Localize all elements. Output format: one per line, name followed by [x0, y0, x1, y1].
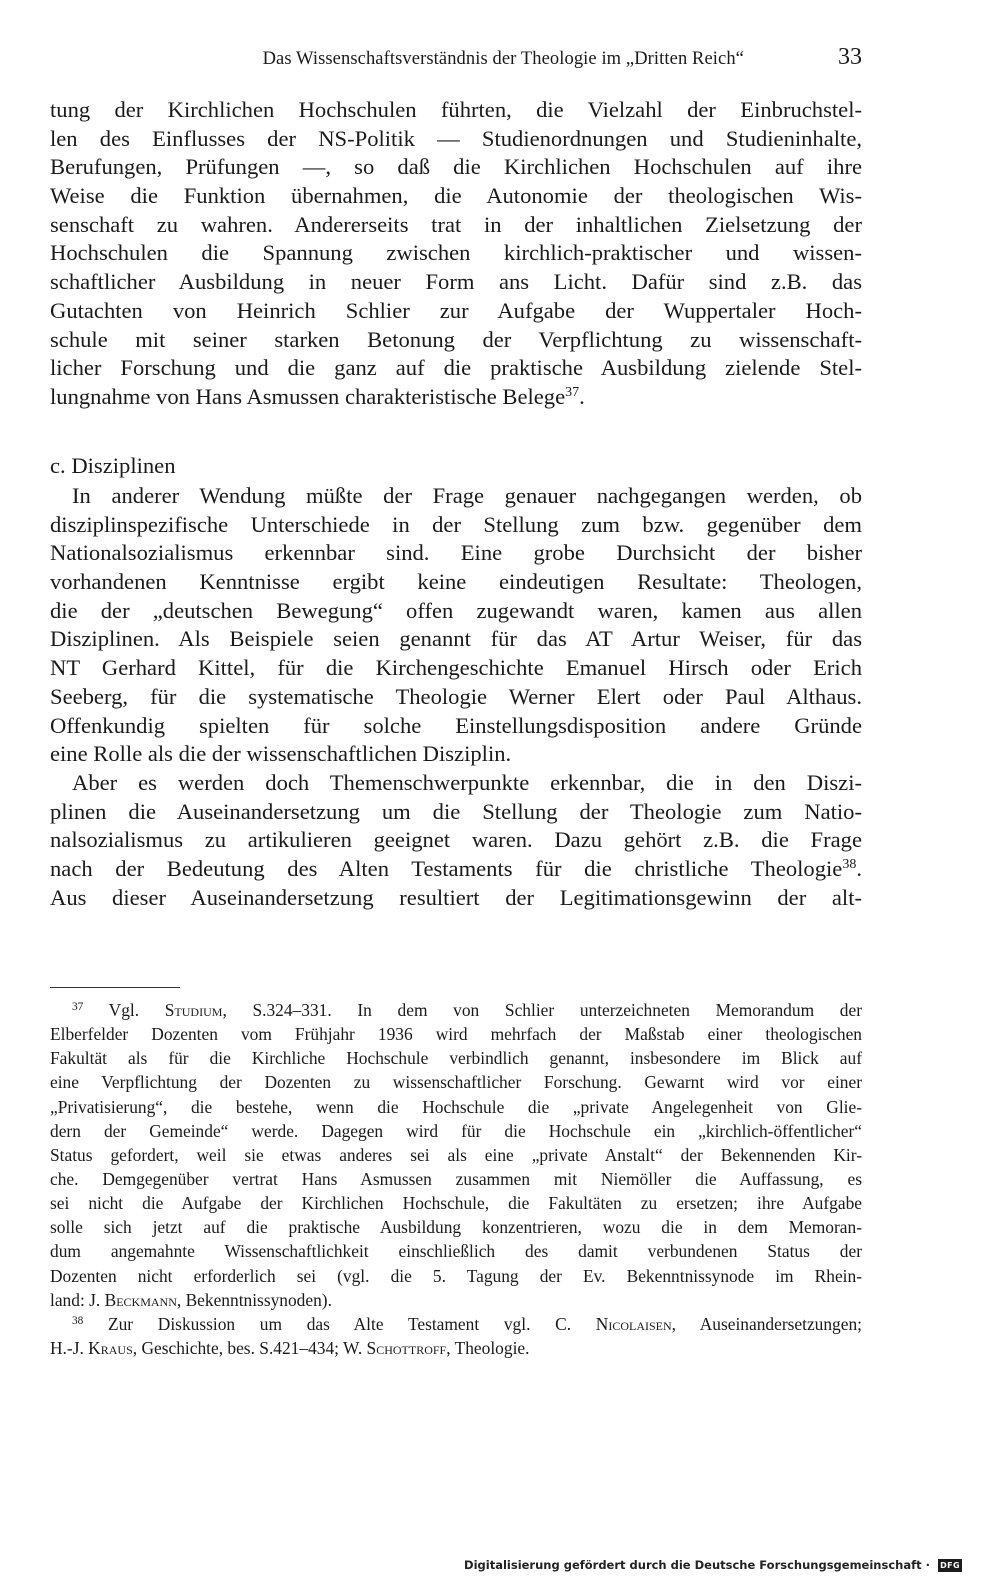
footnote-ref-38[interactable]: 38 — [842, 857, 857, 873]
author-name: Schottroff — [366, 1338, 447, 1359]
footnote-text: Zur Diskussion um das Alte Testament vgl. C. — [83, 1314, 596, 1334]
footnote-text: H.-J. — [50, 1338, 89, 1359]
text-line: schaftlicher Ausbildung in neuer Form ans Licht. Dafür sind z.B. das — [50, 269, 862, 295]
text-line: Weise die Funktion übernahmen, die Autonomie der theologischen Wis- — [50, 183, 862, 209]
footnote-text: land: J. — [50, 1289, 105, 1310]
footnote-line: Fakultät als für die Kirchliche Hochschule verbindlich genannt, insbesondere im Blick auf — [50, 1048, 862, 1069]
text-line: Aus dieser Auseinandersetzung resultiert der Legitimationsgewinn der alt- — [50, 884, 862, 910]
footnote-line — [50, 1312, 862, 1336]
footnote-separator — [50, 987, 180, 988]
text-line: plinen die Auseinandersetzung um die Stellung der Theologie zum Natio- — [50, 798, 862, 824]
running-header — [50, 44, 862, 74]
text-line: Berufungen, Prüfungen —, so daß die Kirchlichen Hochschulen auf ihre — [50, 154, 862, 180]
footnote-37 — [50, 998, 862, 1312]
footnote-ref-37[interactable]: 37 — [565, 385, 580, 401]
footnote-line — [50, 1288, 862, 1312]
dfg-logo: DFG — [938, 1559, 962, 1572]
author-name: Beckmann — [104, 1289, 177, 1310]
source-title: Studium — [164, 1000, 223, 1020]
footnote-line: dern der Gemeinde“ werde. Dagegen wird für die Hochschule ein „kirchlich-öffentlicher“ — [50, 1120, 862, 1141]
text-line: vorhandenen Kenntnisse ergibt keine eindeutigen Resultate: Theologen, — [50, 569, 862, 595]
footnote-text: , S.324–331. In dem von Schlier unterzeichneten Memorandum der — [222, 1000, 862, 1020]
footnote-38 — [50, 1312, 862, 1360]
author-name: Kraus — [88, 1338, 133, 1359]
footnote-line — [50, 998, 862, 1022]
credit-separator: · — [921, 1558, 934, 1572]
footnote-text: , Auseinandersetzungen; — [671, 1314, 862, 1334]
running-title: Das Wissenschaftsverständnis der Theologie im „Dritten Reich“ — [262, 49, 744, 69]
text-line: Offenkundig spielten für solche Einstellungsdisposition andere Gründe — [50, 712, 862, 738]
section-heading: c. Disziplinen — [50, 453, 176, 478]
footnote-line: solle sich jetzt auf die praktische Ausbildung konzentrieren, wozu die in dem Memoran- — [50, 1217, 862, 1238]
text-line: licher Forschung und die ganz auf die praktische Ausbildung zielende Stel- — [50, 355, 862, 381]
text-line — [50, 383, 862, 412]
text-line-content: lungnahme von Hans Asmussen charakteristische Belege — [50, 383, 566, 409]
text-line: disziplinspezifische Unterschiede in der Stellung zum bzw. gegenüber dem — [50, 511, 862, 537]
text-line-content: nach der Bedeutung des Alten Testaments für die christliche Theologie — [50, 856, 843, 882]
sentence-end: . — [579, 383, 585, 409]
footnote-line: Elberfelder Dozenten vom Frühjahr 1936 wird mehrfach der Maßstab einer theologischen — [50, 1024, 862, 1045]
author-name: Nicolaisen — [595, 1314, 672, 1334]
paragraph-3 — [50, 769, 862, 912]
paragraph-2 — [50, 482, 862, 769]
footnote-line: „Privatisierung“, die bestehe, wenn die Hochschule die „private Angelegenheit von Glie- — [50, 1096, 862, 1117]
footnote-line — [50, 1336, 862, 1360]
text-line: Disziplinen. Als Beispiele seien genannt für das AT Artur Weiser, für das — [50, 626, 862, 652]
paragraph-1 — [50, 96, 862, 412]
text-line: len des Einflusses der NS-Politik — Studienordnungen und Studieninhalte, — [50, 125, 862, 151]
credit-text: Digitalisierung gefördert durch die Deutsche Forschungsgemeinschaft — [464, 1558, 922, 1572]
sentence-end: . — [856, 856, 862, 882]
digitization-credit — [464, 1555, 962, 1575]
text-line: Gutachten von Heinrich Schlier zur Aufgabe der Wuppertaler Hoch- — [50, 297, 862, 323]
footnote-text: , Geschichte, bes. S.421–434; W. — [132, 1338, 367, 1359]
text-line: Hochschulen die Spannung zwischen kirchlich-praktischer und wissen- — [50, 240, 862, 266]
text-line: nalsozialismus zu artikulieren geeignet waren. Dazu gehört z.B. die Frage — [50, 827, 862, 853]
text-line: NT Gerhard Kittel, für die Kirchengeschichte Emanuel Hirsch oder Erich — [50, 655, 862, 681]
footnote-line: che. Demgegenüber vertrat Hans Asmussen zusammen mit Niemöller die Auffassung, es — [50, 1168, 862, 1189]
footnote-text: , Bekenntnissynoden). — [176, 1289, 332, 1310]
text-line: tung der Kirchlichen Hochschulen führten, die Vielzahl der Einbruchstel- — [50, 97, 862, 122]
footnote-text: , Theologie. — [446, 1338, 530, 1359]
footnote-marker: 37 — [72, 1001, 84, 1014]
footnote-line: Dozenten nicht erforderlich sei (vgl. die 5. Tagung der Ev. Bekenntnissynode im Rhein- — [50, 1265, 862, 1286]
text-line: Nationalsozialismus erkennbar sind. Eine grobe Durchsicht der bisher — [50, 540, 862, 566]
text-line — [50, 855, 862, 884]
footnote-text: Vgl. — [83, 1000, 165, 1020]
text-line: eine Rolle als die der wissenschaftlichen Disziplin. — [50, 741, 512, 767]
text-line: Aber es werden doch Themenschwerpunkte erkennbar, die in den Diszi- — [72, 770, 862, 795]
footnote-line: eine Verpflichtung der Dozenten zu wissenschaftlicher Forschung. Gewarnt wird vor einer — [50, 1072, 862, 1093]
text-line: Seeberg, für die systematische Theologie Werner Elert oder Paul Althaus. — [50, 683, 862, 709]
page-number: 33 — [838, 44, 862, 70]
text-line: die der „deutschen Bewegung“ offen zugewandt waren, kamen aus allen — [50, 597, 862, 623]
text-line: In anderer Wendung müßte der Frage genauer nachgegangen werden, ob — [72, 483, 862, 508]
text-line: senschaft zu wahren. Andererseits trat in der inhaltlichen Zielsetzung der — [50, 211, 862, 237]
footnote-line: Status gefordert, weil sie etwas anderes sei als eine „private Anstalt“ der Bekennenden Kir- — [50, 1144, 862, 1165]
text-line: schule mit seiner starken Betonung der Verpflichtung zu wissenschaft- — [50, 326, 862, 352]
footnote-marker: 38 — [72, 1315, 84, 1328]
footnote-line: sei nicht die Aufgabe der Kirchlichen Hochschule, die Fakultäten zu ersetzen; ihre Aufgabe — [50, 1193, 862, 1214]
footnote-line: dum angemahnte Wissenschaftlichkeit einschließlich des damit verbundenen Status der — [50, 1241, 862, 1262]
